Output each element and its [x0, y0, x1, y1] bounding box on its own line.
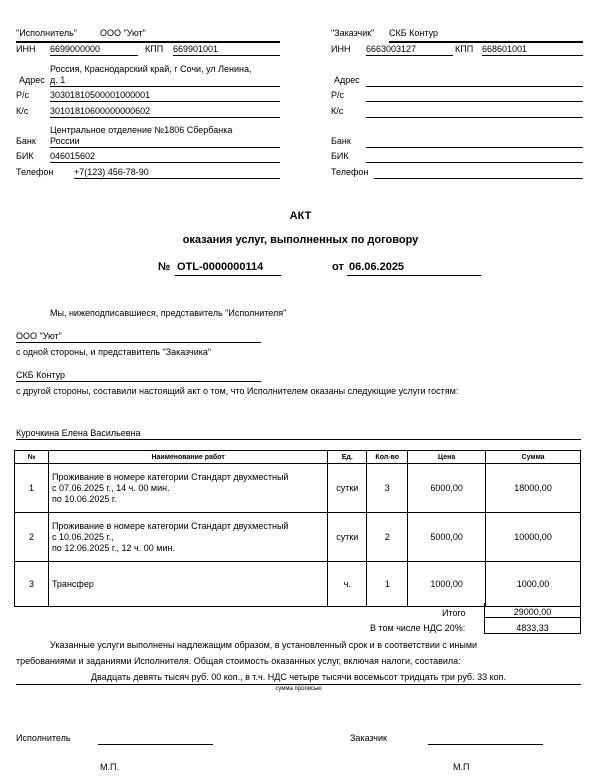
- table-row: [15, 562, 581, 607]
- executor-sign-label: Исполнитель: [16, 733, 71, 743]
- row-sum: 1000,00: [486, 562, 581, 607]
- customer-address-line: [366, 86, 583, 87]
- executor-name-line: [16, 41, 280, 43]
- customer-inn-label: ИНН: [331, 44, 351, 54]
- stamp-left: М.П.: [100, 762, 119, 772]
- row-description-line: Проживание в номере категории Стандарт двухместный: [51, 471, 289, 482]
- customer-bik-label: БИК: [331, 151, 349, 161]
- executor-address-label: Адрес: [19, 75, 45, 85]
- customer-sign-line: [428, 744, 543, 745]
- executor-inn-label: ИНН: [16, 44, 36, 54]
- customer-kpp: 668601001: [482, 44, 528, 54]
- body-customer-name: СКБ Контур: [16, 370, 65, 380]
- row-price: 1000,00: [408, 562, 486, 607]
- executor-phone: +7(123) 456-78-90: [74, 167, 149, 177]
- row-unit: сутки: [328, 464, 367, 513]
- header-num: №: [15, 451, 49, 464]
- act-number: OTL-0000000114: [177, 261, 264, 273]
- table-row: [15, 464, 581, 513]
- act-subtitle: оказания услуг, выполненных по договору: [182, 234, 419, 246]
- amount-caption: сумма прописью: [275, 686, 322, 692]
- act-title: АКТ: [289, 210, 312, 222]
- executor-address-line1: Россия, Краснодарский край, г Сочи, ул Ленина,: [50, 64, 252, 74]
- customer-name-line: [389, 41, 583, 43]
- row-description-line: Проживание в номере категории Стандарт двухместный: [51, 520, 289, 531]
- customer-corr-line: [366, 117, 583, 118]
- executor-bank-line2: России: [50, 136, 80, 146]
- customer-account-label: Р/с: [331, 90, 345, 100]
- row-price: 5000,00: [408, 513, 486, 562]
- total-label: Итого: [442, 608, 466, 618]
- executor-phone-line: [74, 178, 280, 179]
- total-box: [484, 603, 581, 618]
- row-unit: ч.: [328, 562, 367, 607]
- executor-address-line2: д. 1: [50, 75, 66, 85]
- body-executor-line: [16, 342, 261, 343]
- executor-bank-label: Банк: [16, 136, 36, 146]
- header-sum: Сумма: [486, 451, 581, 464]
- customer-kpp-label: КПП: [455, 44, 474, 54]
- customer-name: СКБ Контур: [389, 28, 438, 38]
- row-sum: 18000,00: [486, 464, 581, 513]
- row-qty: 2: [367, 513, 408, 562]
- customer-account-line: [366, 101, 583, 102]
- executor-corr-line: [50, 117, 280, 118]
- row-unit: сутки: [328, 513, 367, 562]
- guest-name: Курочкина Елена Васильевна: [16, 428, 141, 438]
- customer-bik-line: [366, 162, 583, 163]
- vat-box: [484, 618, 581, 634]
- customer-phone-label: Телефон: [331, 167, 369, 177]
- executor-bank-line1: Центральное отделение №1806 Сбербанка: [50, 125, 233, 135]
- executor-account-label: Р/с: [16, 90, 30, 100]
- executor-inn-line: [50, 55, 138, 56]
- body-customer-line: [16, 381, 261, 382]
- executor-bik-label: БИК: [16, 151, 34, 161]
- executor-kpp-label: КПП: [145, 44, 164, 54]
- executor-account-line: [50, 101, 280, 102]
- executor-bik-line: [50, 162, 280, 163]
- other-side-text: с другой стороны, составили настоящий акт о том, что Исполнителем оказаны следующие услуги гостям:: [16, 386, 459, 396]
- executor-bik: 046015602: [50, 151, 96, 161]
- customer-bank-label: Банк: [331, 136, 351, 146]
- table-header-row: [15, 451, 581, 464]
- row-qty: 3: [367, 464, 408, 513]
- row-description: [48, 513, 327, 562]
- row-num: 1: [15, 464, 49, 513]
- act-date-label: от: [332, 261, 344, 273]
- table-row: [15, 513, 581, 562]
- header-qty: Кол-во: [367, 451, 408, 464]
- customer-sign-label: Заказчик: [350, 733, 387, 743]
- header-price: Цена: [408, 451, 486, 464]
- row-description-line: с 07.06.2025 г., 14 ч. 00 мин.: [51, 482, 170, 493]
- executor-account: 30301810500001000001: [50, 90, 151, 100]
- executor-label: "Исполнитель": [16, 28, 77, 38]
- executor-corr-label: К/с: [16, 106, 29, 116]
- executor-name: ООО "Уют": [100, 28, 146, 38]
- executor-phone-label: Телефон: [16, 167, 54, 177]
- amount-words-line: [16, 684, 581, 685]
- statement-line2: требованиями и заданиями Исполнителя. Общая стоимость оказанных услуг, включая налоги, составила:: [16, 656, 461, 666]
- one-side-text: с одной стороны, и представитель "Заказчика": [16, 347, 212, 357]
- vat-label: В том числе НДС 20%:: [370, 623, 466, 633]
- vat-value: 4833,33: [516, 623, 549, 633]
- row-price: 6000,00: [408, 464, 486, 513]
- row-description: [48, 464, 327, 513]
- customer-corr-label: К/с: [331, 106, 344, 116]
- executor-address-line: [50, 86, 280, 87]
- customer-inn-line: [366, 55, 453, 56]
- intro-text: Мы, нижеподписавшиеся, представитель "Исполнителя": [50, 308, 287, 318]
- total-value: 29000,00: [513, 607, 552, 617]
- executor-kpp-line: [173, 55, 280, 56]
- act-date-line: [347, 275, 481, 276]
- customer-label: "Заказчик": [331, 28, 375, 38]
- executor-sign-line: [98, 744, 213, 745]
- customer-inn: 6663003127: [366, 44, 417, 54]
- row-description-line: с 10.06.2025 г.,: [51, 531, 114, 542]
- row-num: 2: [15, 513, 49, 562]
- amount-words: Двадцать девять тысяч руб. 00 коп., в т.ч. НДС четыре тысячи восемьсот тридцать три руб. 33 коп.: [90, 672, 507, 682]
- executor-bank-line: [50, 147, 280, 148]
- row-description: Трансфер: [48, 562, 327, 607]
- row-description-line: по 10.06.2025 г.: [51, 493, 117, 504]
- statement-line1: Указанные услуги выполнены надлежащим образом, в установленный срок и в соответствии с иными: [50, 640, 478, 650]
- executor-inn: 6699000000: [50, 44, 101, 54]
- header-name: Наименование работ: [48, 451, 327, 464]
- customer-phone-line: [374, 178, 583, 179]
- stamp-right: М.П: [453, 762, 470, 772]
- executor-corr: 30101810600000000602: [50, 106, 151, 116]
- row-description-line: по 12.06.2025 г., 12 ч. 00 мин.: [51, 542, 175, 553]
- customer-bank-line: [366, 147, 583, 148]
- customer-address-label: Адрес: [334, 75, 360, 85]
- executor-kpp: 669901001: [173, 44, 219, 54]
- header-unit: Ед.: [328, 451, 367, 464]
- customer-kpp-line: [482, 55, 583, 56]
- act-number-label: №: [158, 261, 171, 273]
- row-num: 3: [15, 562, 49, 607]
- row-qty: 1: [367, 562, 408, 607]
- act-date: 06.06.2025: [349, 261, 405, 273]
- body-executor-name: ООО "Уют": [16, 331, 62, 341]
- guest-line: [16, 439, 581, 440]
- row-sum: 10000,00: [486, 513, 581, 562]
- act-number-line: [175, 275, 281, 276]
- services-table: [14, 450, 581, 607]
